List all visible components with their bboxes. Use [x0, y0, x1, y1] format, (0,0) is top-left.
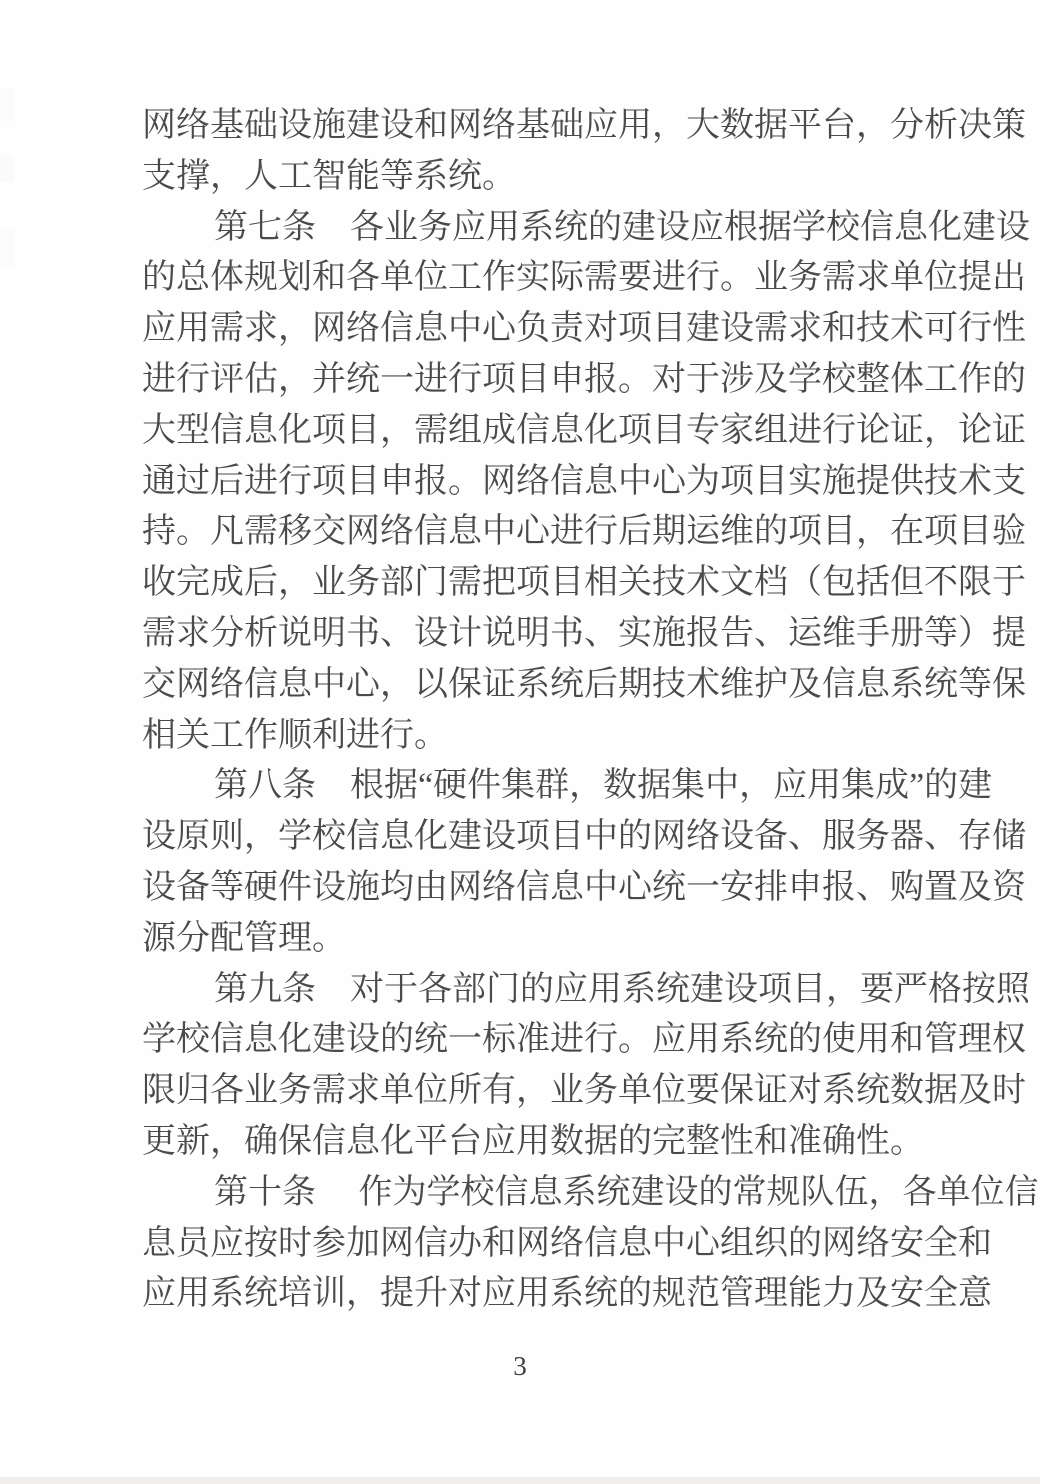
scan-artifact — [0, 88, 14, 268]
document-line: 应用系统培训，提升对应用系统的规范管理能力及安全意 — [142, 1275, 992, 1313]
document-line: 设原则，学校信息化建设项目中的网络设备、服务器、存储 — [142, 818, 1026, 856]
document-line: 应用需求，网络信息中心负责对项目建设需求和技术可行性 — [142, 310, 1026, 348]
document-line: 交网络信息中心，以保证系统后期技术维护及信息系统等保 — [142, 665, 1026, 703]
scan-edge-band — [0, 1477, 1040, 1484]
document-line: 源分配管理。 — [142, 919, 346, 957]
document-line: 大型信息化项目，需组成信息化项目专家组进行论证，论证 — [142, 411, 1026, 449]
document-line: 持。凡需移交网络信息中心进行后期运维的项目，在项目验 — [142, 513, 1026, 551]
document-line: 进行评估，并统一进行项目申报。对于涉及学校整体工作的 — [142, 360, 1026, 398]
document-line: 更新，确保信息化平台应用数据的完整性和准确性。 — [142, 1122, 924, 1160]
document-line: 通过后进行项目申报。网络信息中心为项目实施提供技术支 — [142, 462, 1026, 500]
document-line: 网络基础设施建设和网络基础应用，大数据平台，分析决策 — [142, 107, 1026, 144]
document-line-article-8: 第八条 根据“硬件集群，数据集中，应用集成”的建 — [214, 767, 993, 805]
document-line: 设备等硬件设施均由网络信息中心统一安排申报、购置及资 — [142, 868, 1026, 906]
document-line: 息员应按时参加网信办和网络信息中心组织的网络安全和 — [142, 1224, 992, 1262]
document-line: 需求分析说明书、设计说明书、实施报告、运维手册等）提 — [142, 614, 1026, 652]
page-number: 3 — [513, 1351, 527, 1381]
document-line-article-9: 第九条 对于各部门的应用系统建设项目，要严格按照 — [214, 970, 1030, 1008]
document-line: 收完成后，业务部门需把项目相关技术文档（包括但不限于 — [142, 564, 1026, 602]
document-line: 相关工作顺利进行。 — [142, 716, 448, 754]
document-line: 支撑，人工智能等系统。 — [142, 157, 516, 195]
document-line-article-10: 第十条 作为学校信息系统建设的常规队伍，各单位信 — [214, 1173, 1039, 1211]
document-body — [142, 101, 1039, 1320]
document-line: 学校信息化建设的统一标准进行。应用系统的使用和管理权 — [142, 1021, 1026, 1059]
document-line: 的总体规划和各单位工作实际需要进行。业务需求单位提出 — [142, 259, 1026, 297]
document-line: 限归各业务需求单位所有，业务单位要保证对系统数据及时 — [142, 1072, 1026, 1110]
document-line-article-7: 第七条 各业务应用系统的建设应根据学校信息化建设 — [214, 208, 1030, 246]
